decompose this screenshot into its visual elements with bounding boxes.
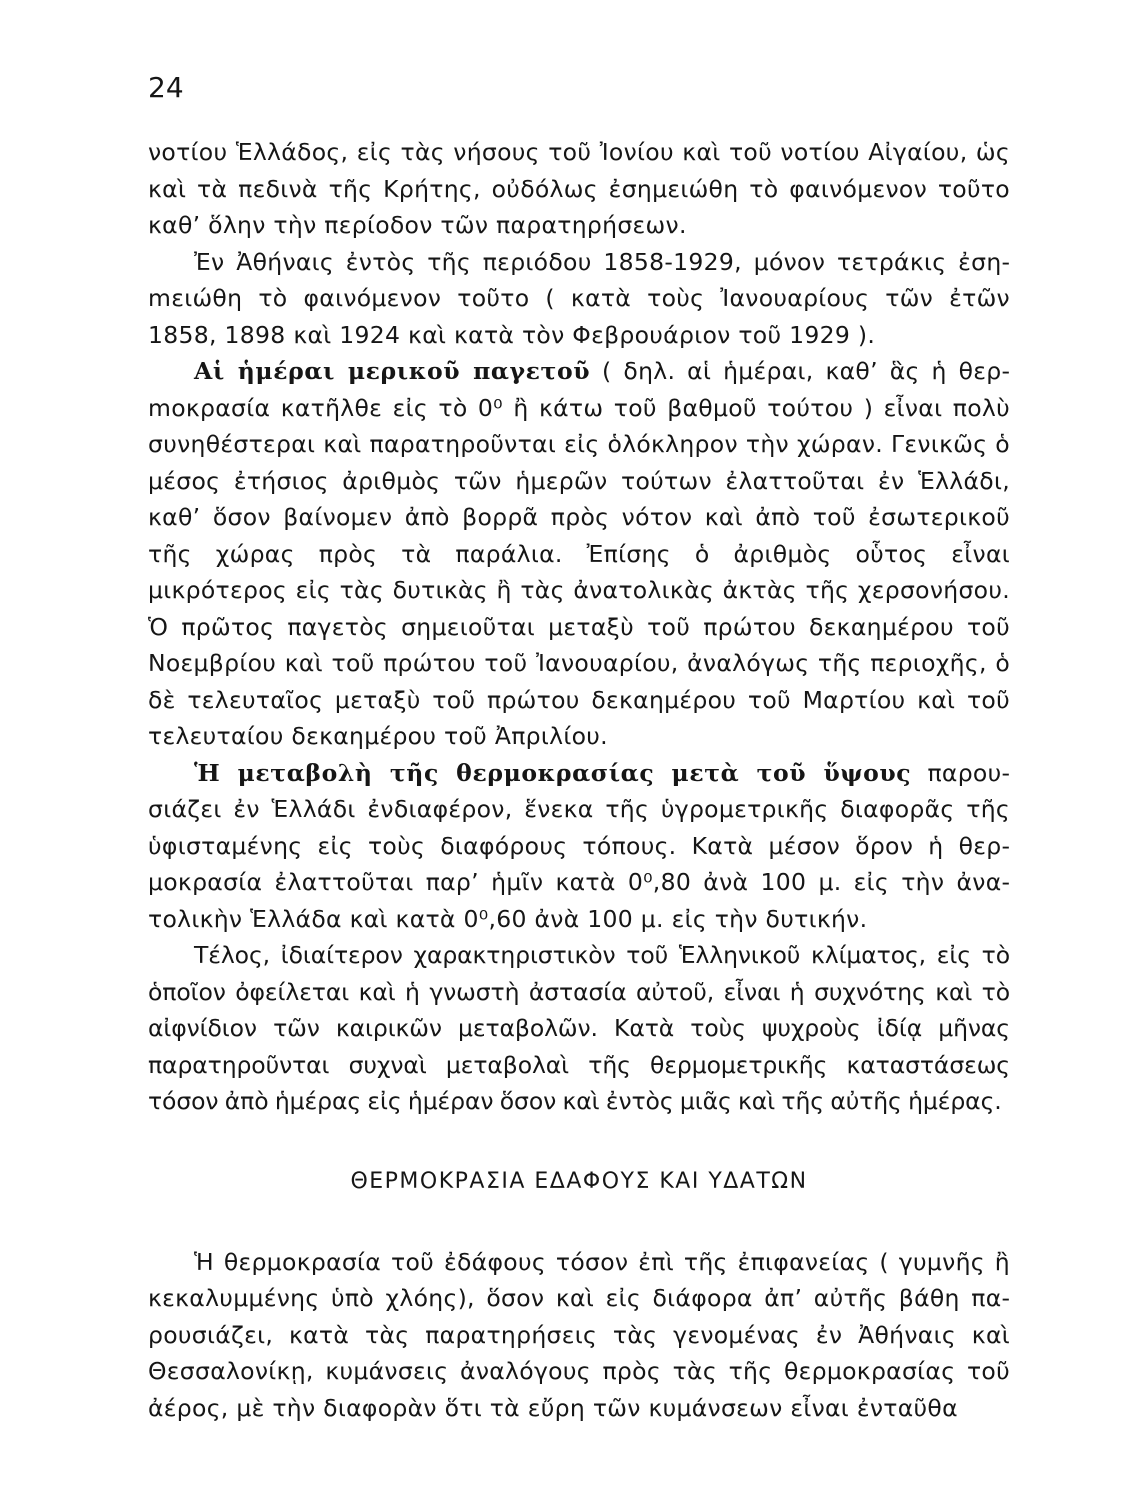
page-number: 24 [148,71,184,104]
paragraph-6: Ἡ θερμοκρασία τοῦ ἐδάφους τόσον ἐπὶ τῆς ἐπιφανείας ( γυμνῆς ἢ κεκαλυμμένης ὑπὸ χλόης), ὅσον καὶ εἰς διάφορα ἀπ’ αὐτῆς βάθη παρουσιάζει, κατὰ τὰς παρατηρήσεις τὰς γενομένας ἐν Ἀθήναις καὶ Θεσσαλονίκῃ, κυμάνσεις ἀναλόγους πρὸς τὰς τῆς θερμοκρασίας τοῦ ἀέρος, μὲ τὴν διαφορὰν ὅτι τὰ εὔρη τῶν κυμάνσεων εἶναι ἐνταῦθα [148,1247,1010,1422]
paragraph-4 [148,755,1010,938]
paragraph-1: νοτίου Ἑλλάδος, εἰς τὰς νήσους τοῦ Ἰονίου καὶ τοῦ νοτίου Αἰγαίου, ὡς καὶ τὰ πεδινὰ τῆς Κρήτης, οὐδόλως ἐσημειώθη τὸ φαινόμενον τοῦτο καθ’ ὅλην τὴν περίοδον τῶν παρατηρήσεων. [148,138,1010,239]
term-partial-frost-days: Αἱ ἡμέραι μερικοῦ παγετοῦ [194,357,591,385]
paragraph-5: Τέλος, ἰδιαίτερον χαρακτηριστικὸν τοῦ Ἑλληνικοῦ κλίματος, εἰς τὸ ὁποῖον ὀφείλεται καὶ ἡ γνωστὴ ἀστασία αὐτοῦ, εἶναι ἡ συχνότης καὶ τὸ αἰφνίδιον τῶν καιρικῶν μεταβολῶν. Κατὰ τοὺς ψυχροὺς ἰδίᾳ μῆνας παρατηροῦνται συχναὶ μεταβολαὶ τῆς θερμομετρικῆς καταστάσεως τόσον ἀπὸ ἡμέρας εἰς ἡμέραν ὅσον καὶ ἐντὸς μιᾶς καὶ τῆς αὐτῆς ἡμέρας. [148,941,1010,1115]
section-heading: ΘΕΡΜΟΚΡΑΣΙΑ ΕΔΑΦΟΥΣ ΚΑΙ ΥΔΑΤΩΝ [350,1168,808,1194]
paragraph-2: Ἐν Ἀθήναις ἐντὸς τῆς περιόδου 1858-1929, μόνον τετράκις ἐσηmειώθη τὸ φαινόμενον τοῦτο ( κατὰ τοὺς Ἰανουαρίους τῶν ἐτῶν 1858, 1898 καὶ 1924 καὶ κατὰ τὸν Φεβρουάριον τοῦ 1929 ). [148,247,1010,349]
paragraph-4-text: παρουσιάζει ἐν Ἑλλάδι ἐνδιαφέρον, ἕνεκα τῆς ὑγρομετρικῆς διαφορᾶς τῆς ὑφισταμένης εἰς τοὺς διαφόρους τόπους. Κατὰ μέσον ὅρον ἡ θερμοκρασία ἐλαττοῦται παρ’ ἡμῖν κατὰ 0⁰,80 ἀνὰ 100 μ. εἰς τὴν ἀνατολικὴν Ἑλλάδα καὶ κατὰ 0⁰,60 ἀνὰ 100 μ. εἰς τὴν δυτικήν. [148,758,1010,933]
paragraph-3 [148,353,1010,755]
paragraph-3-text: ( δηλ. αἱ ἡμέραι, καθ’ ἃς ἡ θερmοκρασία κατῆλθε εἰς τὸ 0⁰ ἢ κάτω τοῦ βαθμοῦ τούτου ) εἶναι πολὺ συνηθέστεραι καὶ παρατηροῦνται εἰς ὁλόκληρον τὴν χώραν. Γενικῶς ὁ μέσος ἐτήσιος ἀριθμὸς τῶν ἡμερῶν τούτων ἐλαττοῦται ἐν Ἑλλάδι, καθ’ ὅσον βαίνομεν ἀπὸ βορρᾶ πρὸς νότον καὶ ἀπὸ τοῦ ἐσωτερικοῦ τῆς χώρας πρὸς τὰ παράλια. Ἐπίσης ὁ ἀριθμὸς οὗτος εἶναι μικρότερος εἰς τὰς δυτικὰς ἢ τὰς ἀνατολικὰς ἀκτὰς τῆς χερσονήσου. Ὁ πρῶτος παγετὸς σημειοῦται μεταξὺ τοῦ πρώτου δεκαημέρου τοῦ Νοεμβρίου καὶ τοῦ πρώτου τοῦ Ἰανουαρίου, ἀναλόγως τῆς περιοχῆς, ὁ δὲ τελευταῖος μεταξὺ τοῦ πρώτου δεκαημέρου τοῦ Μαρτίου καὶ τοῦ τελευταίου δεκαημέρου τοῦ Ἀπριλίου. [148,357,1010,750]
term-temperature-altitude: Ἡ μεταβολὴ τῆς θερμοκρασίας μετὰ τοῦ ὕψους [194,758,912,787]
page-body [148,134,1010,1426]
